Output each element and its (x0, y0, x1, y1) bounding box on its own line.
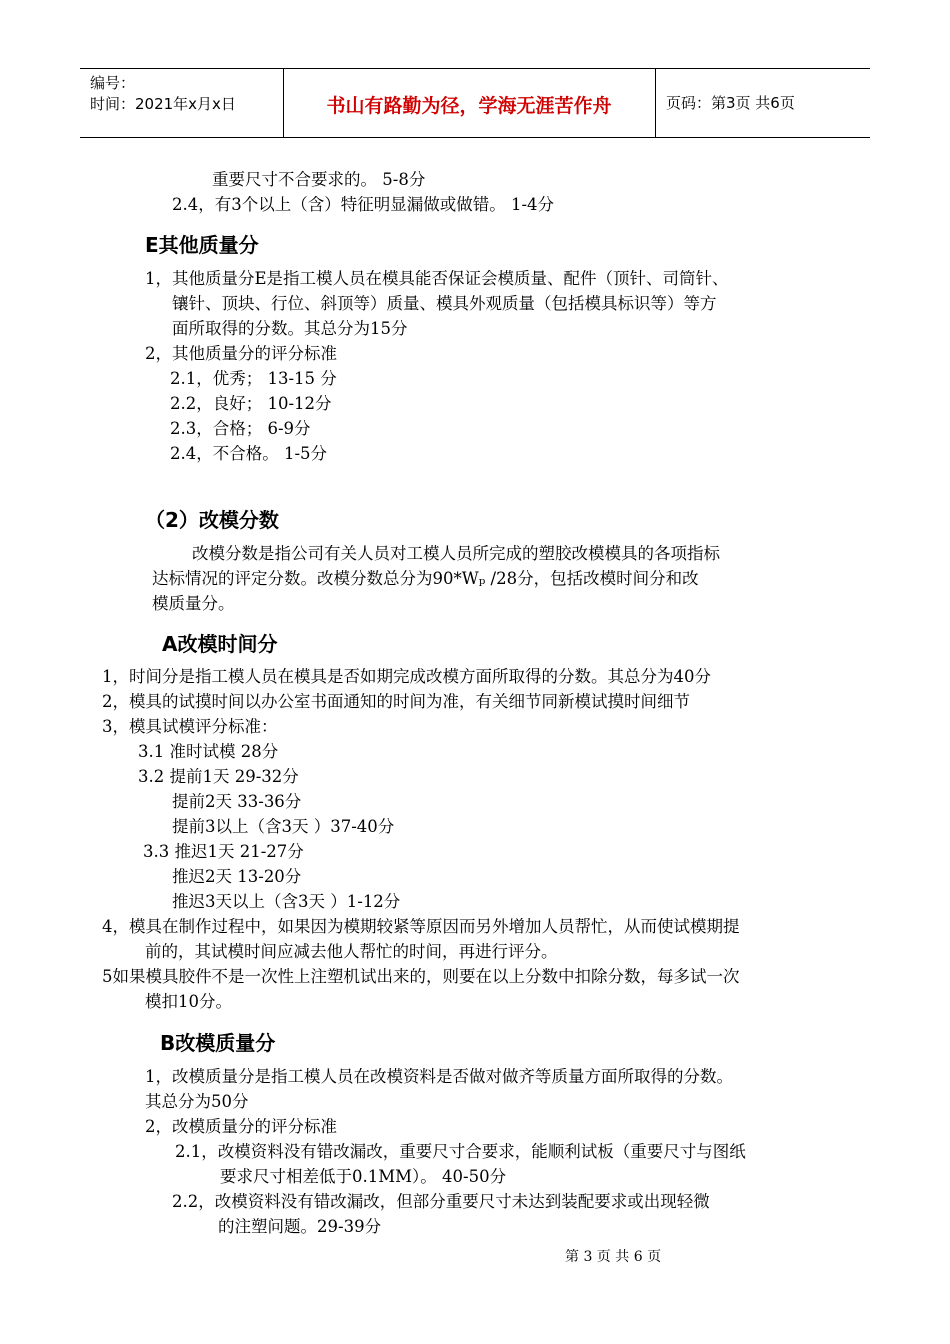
text-line: 的注塑问题。29-39分 (218, 1217, 382, 1236)
text-line: 达标情况的评定分数。改模分数总分为90*Wₚ /28分，包括改模时间分和改 (152, 569, 699, 588)
text-line: 镶针、顶块、行位、斜顶等）质量、模具外观质量（包括模具标识等）等方 (172, 294, 717, 313)
section-heading: （2）改模分数 (145, 508, 279, 532)
text-line: 4，模具在制作过程中，如果因为模期较紧等原因而另外增加人员帮忙，从而使试模期提 (102, 917, 740, 936)
text-line: 推迟3天以上（含3天 ）1-12分 (172, 892, 401, 911)
header-page-number: 页码：第3页 共6页 (666, 94, 795, 112)
text-line: 2.2，良好； 10-12分 (170, 394, 332, 413)
text-line: 3.1 准时试模 28分 (138, 742, 279, 761)
text-line: 2.3，合格； 6-9分 (170, 419, 311, 438)
text-line: 提前3以上（含3天 ）37-40分 (172, 817, 395, 836)
serial-label: 编号： (90, 74, 136, 92)
text-line: 3.2 提前1天 29-32分 (138, 767, 299, 786)
header-divider (655, 69, 656, 137)
text-line: 1，改模质量分是指工模人员在改模资料是否做对做齐等质量方面所取得的分数。 (145, 1067, 733, 1086)
text-line: 模质量分。 (152, 594, 235, 613)
date-label: 时间：2021年x月x日 (90, 95, 236, 113)
section-heading: E其他质量分 (145, 233, 259, 257)
text-line: 面所取得的分数。其总分为15分 (172, 319, 408, 338)
page-header (80, 68, 870, 138)
text-line: 2，其他质量分的评分标准 (145, 344, 337, 363)
text-line: 3.3 推迟1天 21-27分 (143, 842, 304, 861)
text-line: 提前2天 33-36分 (172, 792, 302, 811)
text-line: 模扣10分。 (145, 992, 232, 1011)
page-footer: 第 3 页 共 6 页 (565, 1249, 662, 1265)
header-divider (283, 69, 284, 137)
text-line: 重要尺寸不合要求的。 5-8分 (212, 170, 426, 189)
text-line: 3，模具试模评分标准： (102, 717, 278, 736)
section-heading: B改模质量分 (160, 1031, 276, 1055)
text-line: 改模分数是指公司有关人员对工模人员所完成的塑胶改模模具的各项指标 (192, 544, 720, 563)
header-meta (90, 73, 236, 115)
text-line: 2，改模质量分的评分标准 (145, 1117, 337, 1136)
header-motto: 书山有路勤为径，学海无涯苦作舟 (326, 95, 612, 117)
section-heading: A改模时间分 (162, 632, 278, 656)
text-line: 1，时间分是指工模人员在模具是否如期完成改模方面所取得的分数。其总分为40分 (102, 667, 711, 686)
text-line: 推迟2天 13-20分 (172, 867, 302, 886)
text-line: 5如果模具胶件不是一次性上注塑机试出来的，则要在以上分数中扣除分数，每多试一次 (102, 967, 740, 986)
text-line: 前的，其试模时间应减去他人帮忙的时间，再进行评分。 (145, 942, 558, 961)
text-line: 2.4，有3个以上（含）特征明显漏做或做错。 1-4分 (172, 195, 555, 214)
text-line: 2.1，优秀； 13-15 分 (170, 369, 337, 388)
text-line: 2，模具的试摸时间以办公室书面通知的时间为准，有关细节同新模试摸时间细节 (102, 692, 690, 711)
text-line: 2.4，不合格。 1-5分 (170, 444, 328, 463)
text-line: 2.1，改模资料没有错改漏改，重要尺寸合要求，能顺利试板（重要尺寸与图纸 (175, 1142, 746, 1161)
text-line: 要求尺寸相差低于0.1MM）。 40-50分 (220, 1167, 507, 1186)
text-line: 2.2，改模资料没有错改漏改，但部分重要尺寸未达到装配要求或出现轻微 (172, 1192, 710, 1211)
text-line: 1，其他质量分E是指工模人员在模具能否保证会模质量、配件（顶针、司筒针、 (145, 269, 729, 288)
text-line: 其总分为50分 (145, 1092, 249, 1111)
